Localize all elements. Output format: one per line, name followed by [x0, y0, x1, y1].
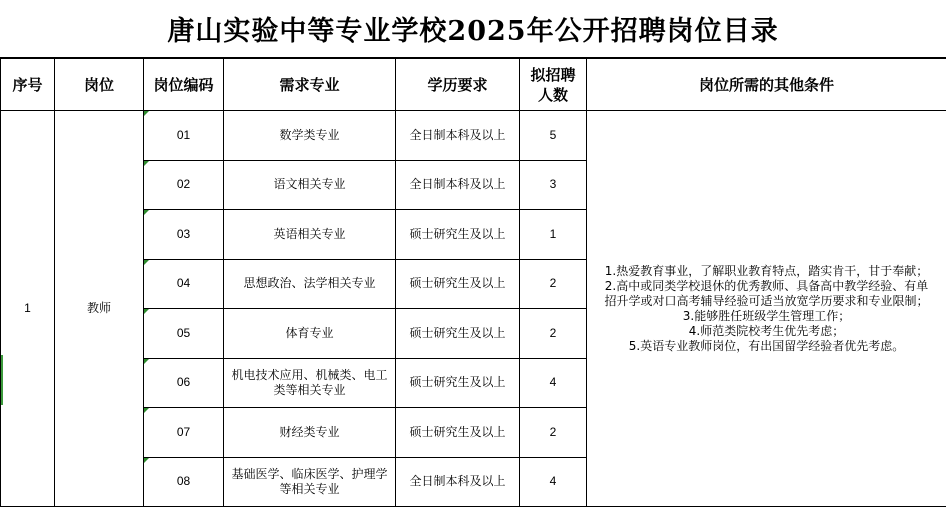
cell-major[interactable]: 基础医学、临床医学、护理学等相关专业 [224, 457, 396, 507]
cell-count[interactable]: 1 [520, 210, 587, 260]
cell-count[interactable]: 3 [520, 160, 587, 210]
cell-major[interactable]: 语文相关专业 [224, 160, 396, 210]
cell-conditions[interactable] [587, 111, 946, 507]
header-row [1, 59, 946, 111]
cell-seq[interactable]: 1 [1, 111, 55, 507]
cell-education[interactable]: 全日制本科及以上 [396, 457, 520, 507]
cell-count[interactable]: 5 [520, 111, 587, 161]
cell-major[interactable]: 数学类专业 [224, 111, 396, 161]
cell-major[interactable]: 英语相关专业 [224, 210, 396, 260]
cell-count[interactable]: 2 [520, 408, 587, 458]
cell-code[interactable]: 06 [144, 358, 224, 408]
cell-code[interactable]: 07 [144, 408, 224, 458]
cell-education[interactable]: 硕士研究生及以上 [396, 210, 520, 260]
positions-table [0, 58, 946, 507]
page-title: 唐山实验中等专业学校2025年公开招聘岗位目录 [0, 0, 946, 58]
header-count-line1: 拟招聘 [530, 65, 576, 84]
cell-code[interactable]: 08 [144, 457, 224, 507]
cell-education[interactable]: 硕士研究生及以上 [396, 309, 520, 359]
condition-line: 3.能够胜任班级学生管理工作； [682, 308, 851, 323]
table-row [1, 111, 946, 161]
header-count [520, 59, 587, 111]
cell-count[interactable]: 4 [520, 457, 587, 507]
cell-education[interactable]: 硕士研究生及以上 [396, 358, 520, 408]
cell-education[interactable]: 硕士研究生及以上 [396, 408, 520, 458]
condition-line: 1.热爱教育事业，了解职业教育特点，踏实肯干，甘于奉献； [604, 263, 929, 278]
condition-line: 5.英语专业教师岗位，有出国留学经验者优先考虑。 [628, 338, 905, 353]
header-code: 岗位编码 [144, 59, 224, 111]
header-position: 岗位 [55, 59, 144, 111]
cell-education[interactable]: 硕士研究生及以上 [396, 259, 520, 309]
cell-education[interactable]: 全日制本科及以上 [396, 111, 520, 161]
header-count-line2: 人数 [537, 85, 568, 104]
cell-code[interactable]: 05 [144, 309, 224, 359]
cell-code[interactable]: 02 [144, 160, 224, 210]
cell-code[interactable]: 01 [144, 111, 224, 161]
cell-major[interactable]: 体育专业 [224, 309, 396, 359]
condition-line: 2.高中或同类学校退休的优秀教师、具备高中教学经验、有单 [604, 278, 929, 293]
cell-code[interactable]: 04 [144, 259, 224, 309]
cell-count[interactable]: 2 [520, 259, 587, 309]
cell-position[interactable]: 教师 [55, 111, 144, 507]
condition-line: 招升学或对口高考辅导经验可适当放宽学历要求和专业限制； [604, 293, 929, 308]
cell-education[interactable]: 全日制本科及以上 [396, 160, 520, 210]
cell-count[interactable]: 4 [520, 358, 587, 408]
cell-major[interactable]: 财经类专业 [224, 408, 396, 458]
table-body [1, 111, 946, 507]
cell-major[interactable]: 思想政治、法学相关专业 [224, 259, 396, 309]
header-major: 需求专业 [224, 59, 396, 111]
row-selection-marker [1, 355, 3, 405]
condition-line: 4.师范类院校考生优先考虑； [688, 323, 845, 338]
header-conditions: 岗位所需的其他条件 [587, 59, 946, 111]
cell-major[interactable]: 机电技术应用、机械类、电工类等相关专业 [224, 358, 396, 408]
header-seq: 序号 [1, 59, 55, 111]
cell-count[interactable]: 2 [520, 309, 587, 359]
cell-code[interactable]: 03 [144, 210, 224, 260]
header-education: 学历要求 [396, 59, 520, 111]
